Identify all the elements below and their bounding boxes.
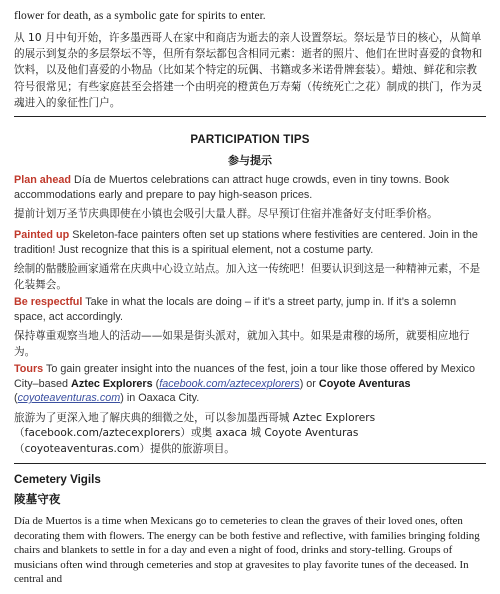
tour-link-coyote-aventuras[interactable]: coyoteaventuras.com <box>17 392 121 404</box>
tip-be-respectful <box>14 295 486 360</box>
tip-plan-ahead <box>14 173 486 223</box>
tip-tours <box>14 362 486 457</box>
tip-translation: 提前计划万圣节庆典即使在小镇也会吸引大量人群。尽早预订住宿并准备好支付旺季价格。 <box>14 208 438 220</box>
tips-subtitle: 参与提示 <box>228 154 272 167</box>
tip-text: Skeleton-face painters often set up stations where festivities are centered. Join in the tradition! Just recognize that this is a spiritual element, not a costume party. <box>14 229 478 256</box>
tip-heading: Tours <box>14 363 44 375</box>
tip-translation: 绘制的骷髅脸画家通常在庆典中心设立站点。加入这一传统吧！但要认识到这是一种精神元素，不是化装舞会。 <box>14 263 481 291</box>
tip-translation: 旅游为了更深入地了解庆典的细微之处，可以参加墨西哥城 Aztec Explorers（facebook.com/aztecexplorers）或奥 axaca 城 Coyote Aventuras（coyoteaventuras.com）提供的旅游项目。 <box>14 411 376 455</box>
tour-link-aztec-explorers[interactable]: facebook.com/aztecexplorers <box>159 377 300 390</box>
intro-chinese-paragraph: 从 10 月中旬开始，许多墨西哥人在家中和商店为逝去的亲人设置祭坛。祭坛是节日的核心，从简单的展示到复杂的多层祭坛不等，但所有祭坛都包含相同元素：逝者的照片、他们在世时喜爱的食物和饮料，以及他们喜爱的小物品（比如某个特定的玩偶、书籍或多米诺骨牌套装）。蜡烛、鲜花和宗教符号很常见；有些家庭甚至会搭建一个由明亮的橙黄色万寿菊（传统死亡之花）制成的拱门，作为灵魂进入的象征性门户。 <box>14 32 483 109</box>
tip-text: Día de Muertos celebrations can attract huge crowds, even in tiny towns. Book accommodations early and prepare to pay high-season prices. <box>14 174 450 201</box>
section-body-paragraph: Día de Muertos is a time when Mexicans go to cemeteries to clean the graves of their loved ones, often decorating them with flowers. The energy can be both festive and reflective, with families bringing folding chairs and blankets to settle in for a day and even a night of food, drinks and story-telling. Groups of musicians often wind through cemeteries and stop at gravesites to play favorite tunes of the deceased. In central and <box>14 515 480 586</box>
tour-operator-name: Aztec Explorers <box>71 377 153 390</box>
tour-operator-name: Coyote Aventuras <box>318 377 411 390</box>
tip-english <box>14 173 486 202</box>
tip-text: Take in what the locals are doing – if it’s a street party, jump in. If it’s a solemn space, act accordingly. <box>14 296 457 323</box>
tip-heading: Plan ahead <box>14 174 72 186</box>
section-subtitle: 陵墓守夜 <box>14 492 61 506</box>
tip-english <box>14 228 486 257</box>
tip-english: Tours To gain greater insight into the nuances of the fest, join a tour like those offered by Mexico City–based Aztec Explorers (facebook.com/aztecexplorers) or Coyote Aventuras (coyoteaventuras.com) in Oaxaca City. <box>14 363 475 404</box>
tip-text: in Oaxaca City. <box>126 392 200 404</box>
tip-english <box>14 295 486 324</box>
tip-heading: Be respectful <box>14 296 83 308</box>
tip-painted-up <box>14 228 486 293</box>
tip-heading: Painted up <box>14 229 70 241</box>
tip-text: To gain greater insight into the nuances of the fest, join a tour like those offered by Mexico City–based <box>14 363 475 390</box>
section-divider-top <box>14 116 486 117</box>
tip-conjunction: or <box>306 377 316 390</box>
intro-english-line: flower for death, as a symbolic gate for spirits to enter. <box>14 10 266 22</box>
tips-title: PARTICIPATION TIPS <box>190 134 310 146</box>
section-divider-bottom <box>14 463 486 464</box>
tip-translation: 保持尊重观察当地人的活动——如果是街头派对，就加入其中。如果是肃穆的场所，就要相应地行为。 <box>14 330 470 358</box>
section-title: Cemetery Vigils <box>14 473 101 486</box>
